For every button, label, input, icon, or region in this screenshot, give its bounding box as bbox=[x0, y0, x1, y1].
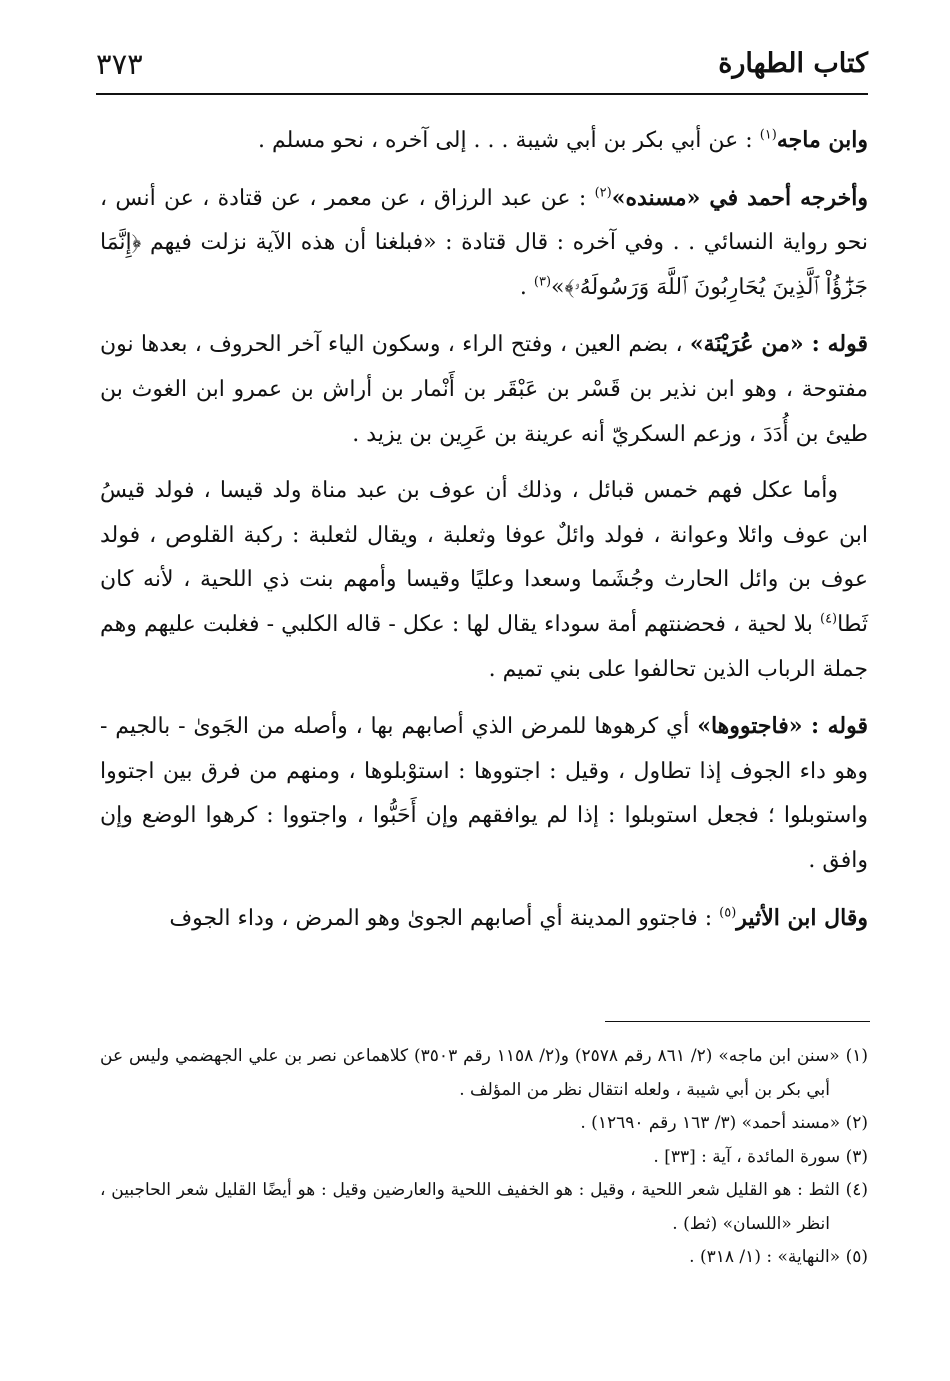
footnote-4: (٤) الثط : هو القليل شعر اللحية ، وقيل : هو الخفيف اللحية والعارضين وقيل : هو أيضًا القليل شعر الحاجبين ، انظر «اللسان» (ثط) . bbox=[100, 1180, 868, 1234]
footnote-marker[interactable]: (٣) bbox=[533, 274, 552, 290]
paragraph-text-end: بلا لحية ، فحضنتهم أمة سوداء يقال لها : عكل - قاله الكلبي - فغلبت عليهم وهم جملة الرباب الذين تحالفوا على بني تميم . bbox=[100, 611, 868, 682]
chapter-title: كتاب الطهارة bbox=[718, 48, 868, 79]
footnote-1: (١) «سنن ابن ماجه» (٢/ ٨٦١ رقم ٢٥٧٨) و(٢/ ١١٥٨ رقم ٣٥٠٣) كلاهماعن نصر بن علي الجهضمي وليس عن أبي بكر بن أبي شيبة ، ولعله انتقال نظر من المؤلف . bbox=[100, 1046, 868, 1100]
footnote-marker[interactable]: (٥) bbox=[719, 905, 737, 921]
paragraph-lead: وأخرجه أحمد في «مسنده» bbox=[611, 184, 868, 211]
paragraph-lead: قوله : «فاجتووها» bbox=[697, 713, 868, 740]
footnote-2: (٢) «مسند أحمد» (٣/ ١٦٣ رقم ١٢٦٩٠) . bbox=[580, 1113, 868, 1133]
paragraph-text: : فاجتوو المدينة أي أصابهم الجوىٰ وهو المرض ، وداء الجوف bbox=[169, 905, 720, 931]
paragraph-text-end: . bbox=[519, 274, 534, 300]
paragraph-text: : عن أبي بكر بن أبي شيبة . . . إلى آخره ، نحو مسلم . bbox=[257, 128, 760, 153]
paragraph-ibn-athir bbox=[100, 896, 868, 942]
paragraph-ibn-majah bbox=[100, 118, 868, 164]
paragraph-ijtawawha bbox=[100, 704, 868, 883]
footnote-5: (٥) «النهاية» : (١/ ٣١٨) . bbox=[689, 1247, 868, 1267]
header-divider bbox=[96, 93, 868, 95]
paragraph-ahmad bbox=[100, 176, 868, 311]
paragraph-lead: وابن ماجه bbox=[776, 127, 868, 153]
footnote-marker[interactable]: (١) bbox=[759, 127, 777, 143]
paragraph-text: : عن عبد الرزاق ، عن معمر ، عن قتادة ، عن أنس ، نحو رواية النسائي . . وفي آخره : قال قتادة : «فبلغنا أن هذه الآية نزلت فيهم ﴿إِنَّمَا جَزَٰٓؤُاْ ٱلَّذِينَ يُحَارِبُونَ ٱللَّهَ وَرَسُولَهُۥ﴾» bbox=[100, 185, 868, 300]
paragraph-text: أي كرهوها للمرض الذي أصابهم بها ، وأصله من الجَوىٰ - بالجيم - وهو داء الجوف إذا تطاول ، وقيل : اجتووها : استوْبلوها ، ومنهم من فرق بين اجتووا واستوبلوا ؛ فجعل استوبلوا : إذا لم يوافقهم وإن أَحَبُّوا ، واجتووا : كرهوا الوضع وإن وافق . bbox=[100, 714, 868, 873]
footnote-3: (٣) سورة المائدة ، آية : [٣٣] . bbox=[653, 1146, 868, 1167]
paragraph-ukl bbox=[100, 469, 868, 692]
footnotes bbox=[100, 1040, 868, 1275]
footnote-divider bbox=[605, 1021, 870, 1022]
footnote-marker[interactable]: (٢) bbox=[594, 185, 612, 201]
paragraph-text: ، بضم العين ، وفتح الراء ، وسكون الياء آخر الحروف ، بعدها نون مفتوحة ، وهو ابن نذير بن قَسْر بن عَبْقَر بن أَنْمار بن أراش بن عمرو ابن الغوث بن طيئ بن أُدَدَ ، وزعم السكريّ أنه عرينة بن عَرِين بن يزيد . bbox=[100, 332, 868, 447]
page-header bbox=[96, 40, 868, 92]
footnote-marker[interactable]: (٤) bbox=[819, 611, 838, 627]
main-text bbox=[100, 118, 868, 953]
paragraph-lead: قوله : «من عُرَيْنَة» bbox=[689, 331, 868, 358]
page-number: ٣٧٣ bbox=[96, 47, 143, 81]
paragraph-text: وأما عكل فهم خمس قبائل ، وذلك أن عوف بن عبد مناة ولد قيسا ، فولد قيسُ ابن عوف وائلا وعوانة ، فولد وائلٌ عوفا وثعلبة ، ويقال لثعلبة : ركبة القلوص ، فولد عوف بن وائل الحارث وجُشَما وسعدا وعليًا وقيسا وأمهم بنت ذي اللحية ، لأنه كان ثَطا bbox=[100, 478, 868, 637]
paragraph-lead: وقال ابن الأثير bbox=[736, 904, 868, 931]
paragraph-uraynah bbox=[100, 322, 868, 457]
